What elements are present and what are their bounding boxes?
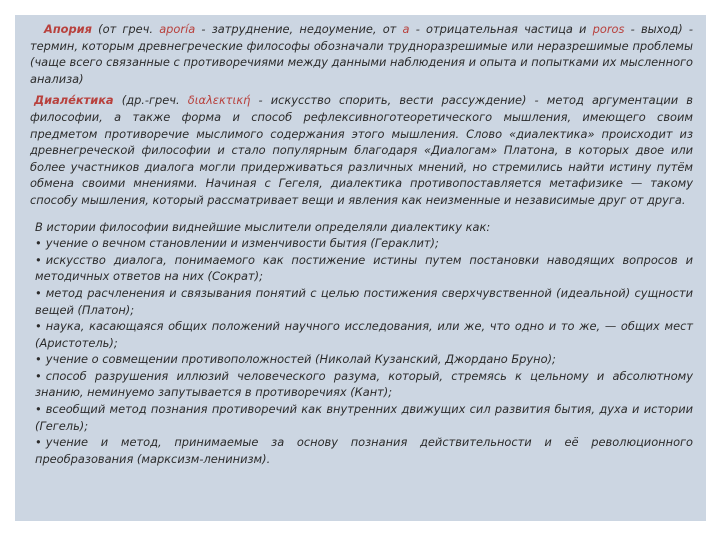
list-item <box>35 285 693 318</box>
bullet-icon: • <box>35 352 42 367</box>
bullet-icon: • <box>35 402 42 417</box>
history-list <box>35 235 693 467</box>
aporia-text-2: - затруднение, недоумение, от <box>195 22 403 36</box>
bullet-icon: • <box>35 285 42 300</box>
list-item-text: учение и метод, принимаемые за основу познания действительности и её революционного преобразования (марксизм-ленинизм). <box>35 435 693 466</box>
bullet-icon: • <box>35 236 42 251</box>
list-item <box>35 252 693 285</box>
list-item-text: метод расчленения и связывания понятий с целью постижения сверхчувственной (идеальной) сущности вещей (Платон); <box>35 285 693 317</box>
bullet-icon: • <box>35 319 42 334</box>
list-item <box>35 434 693 467</box>
list-item-text: наука, касающаяся общих положений научного исследования, или же, что одно и то же, — общих мест (Аристотель); <box>35 319 693 350</box>
aporia-text-1: (от греч. <box>91 22 160 36</box>
list-item <box>35 235 693 252</box>
bullet-icon: • <box>35 435 42 450</box>
aporia-greek-1: aporía <box>159 22 196 36</box>
list-item <box>35 318 693 351</box>
list-item-text: искусство диалога, понимаемого как постижение истины путем постановки наводящих вопросов и методичных ответов на них (Сократ); <box>35 252 693 284</box>
history-intro: В истории философии виднейшие мыслители определяли диалектику как: <box>35 219 491 234</box>
slide-panel <box>15 15 706 521</box>
bullet-icon: • <box>35 252 42 267</box>
bullet-icon: • <box>35 368 42 383</box>
dialectic-text-1: (др.-греч. <box>113 93 188 108</box>
list-item <box>35 351 693 368</box>
list-item-text: учение о совмещении противоположностей (Николай Кузанский, Джордано Бруно); <box>45 352 556 367</box>
list-item-text: способ разрушения иллюзий человеческого разума, который, стремясь к цельному и абсолютному знанию, неминуемо запутывается в противоречиях (Кант); <box>35 368 693 400</box>
history-block <box>30 219 693 468</box>
aporia-greek-3: poros <box>592 22 625 36</box>
list-item <box>35 401 693 434</box>
dialectic-greek: διαλεκτική <box>187 93 251 108</box>
dialectic-paragraph <box>30 92 693 208</box>
list-item <box>35 368 693 401</box>
list-item-text: всеобщий метод познания противоречий как внутренних движущих сил развития бытия, духа и истории (Гегель); <box>35 402 693 433</box>
aporia-text-4: - выход) - термин, которым древнегреческие философы обозначали трудноразрешимые или неразрешимые проблемы (чаще всего связанные с противоречиями между данными наблюдения и опыта и попытками их мысленного анализа) <box>30 22 694 86</box>
dialectic-text-2: - искусство спорить, вести рассуждение) - метод аргументации в философии, а также форма и способ рефлексивноготеоретического мышления, имеющего своим предметом противоречие мыслимого содержания этого мышления. Слово «диалектика» происходит из древнегреческой философии и стало популярным благодаря «Диалогам» Платона, в которых двое или более участников диалога могли придерживаться различных мнений, но стремились найти истину путём обмена своими мнениями. Начиная с Гегеля, диалектика противопоставляется метафизике — такому способу мышления, который рассматривает вещи и явления как неизменные и независимые друг от друга. <box>30 93 693 207</box>
aporia-paragraph <box>30 21 693 87</box>
dialectic-term: Диале́ктика <box>34 93 114 108</box>
aporia-greek-2: a <box>402 22 410 36</box>
aporia-text-3: - отрицательная частица и <box>409 22 593 36</box>
aporia-term: Апория <box>44 22 92 36</box>
list-item-text: учение о вечном становлении и изменчивости бытия (Гераклит); <box>45 236 439 251</box>
